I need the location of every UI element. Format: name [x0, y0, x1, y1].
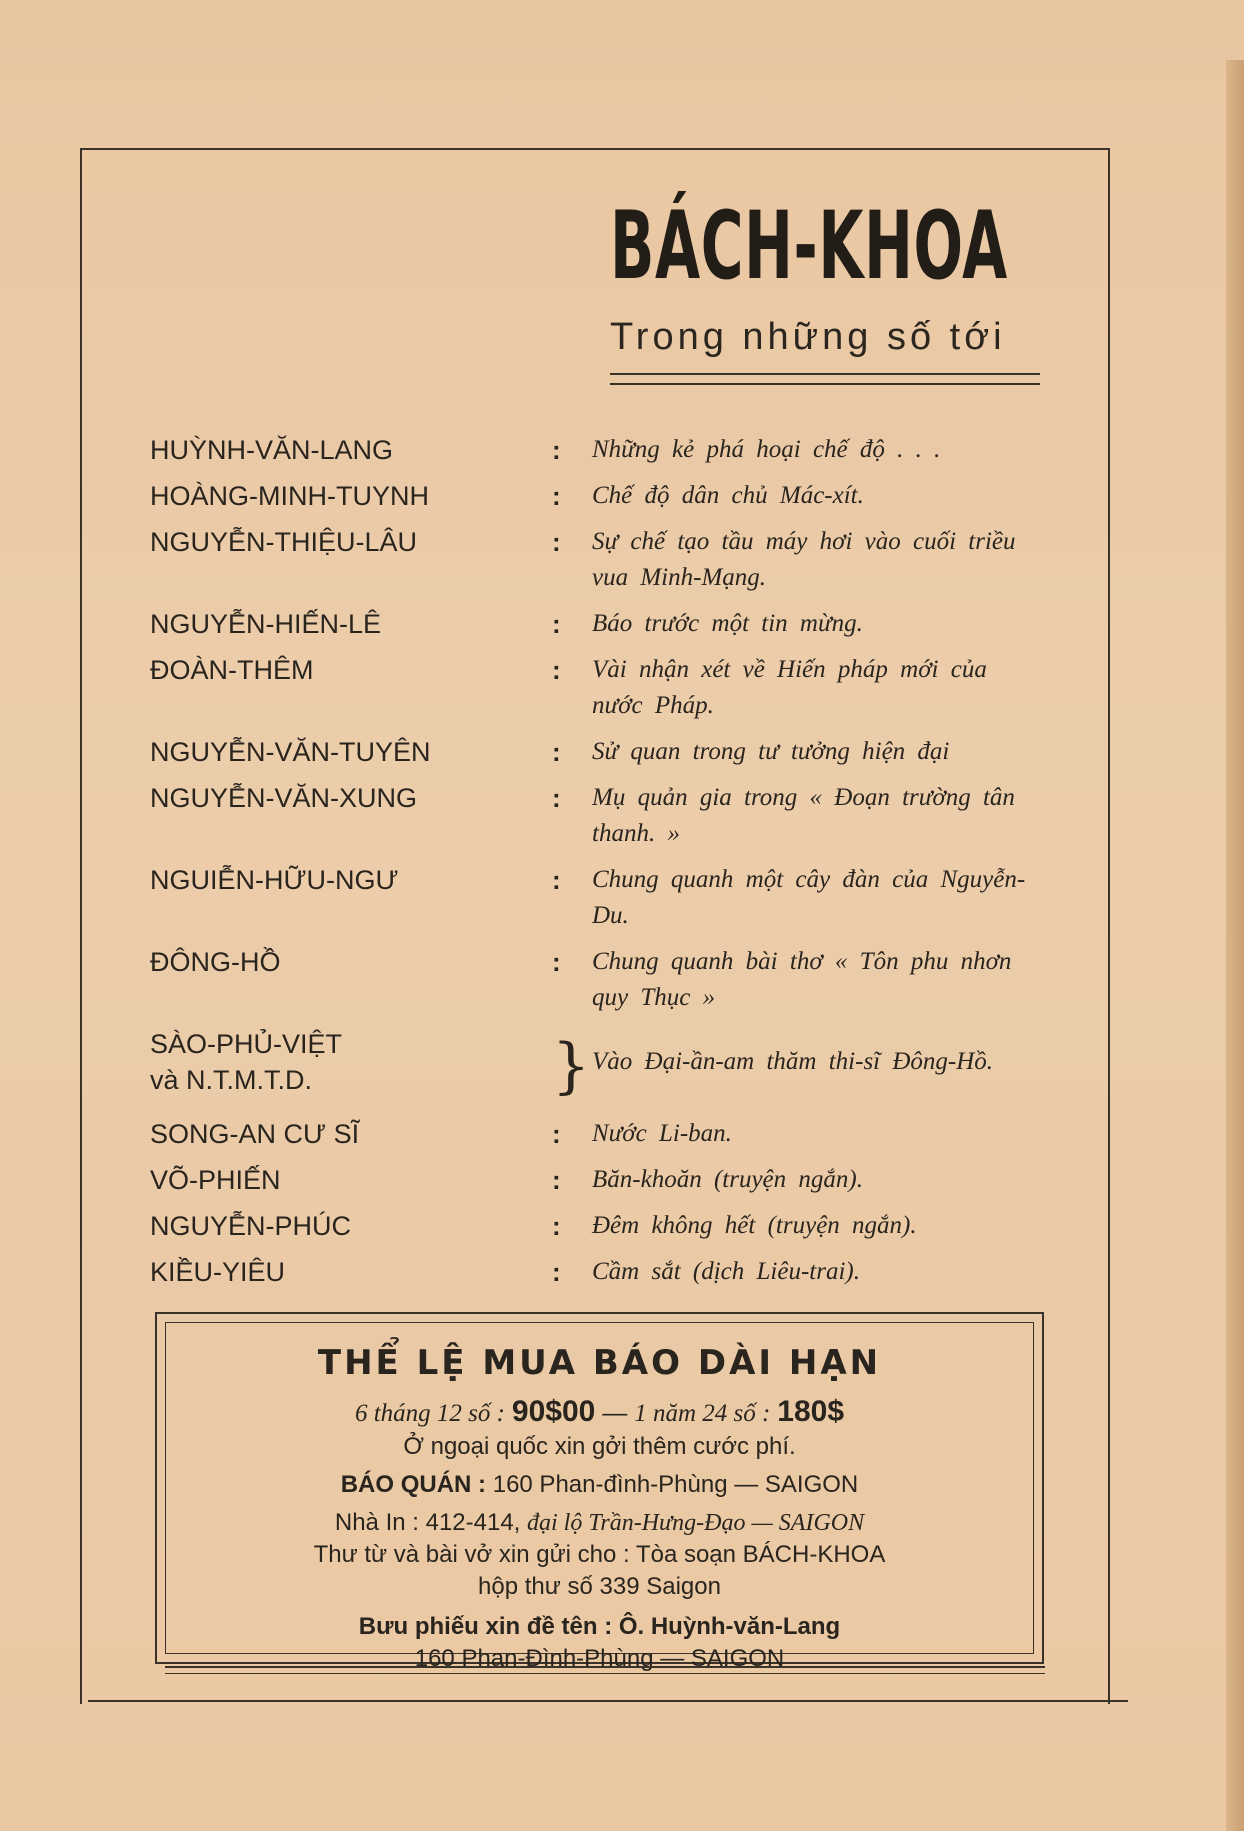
article-title: Nước Li-ban.: [592, 1120, 732, 1147]
office-address: 160 Phan-đình-Phùng — SAIGON: [492, 1471, 859, 1498]
foreign-note: Ở ngoại quốc xin gởi thêm cước phí.: [403, 1433, 796, 1460]
one-year-label: 1 năm 24 số :: [634, 1400, 771, 1427]
article-title: Những kẻ phá hoại chế độ . . .: [592, 436, 941, 463]
page-edge: [1226, 60, 1244, 1831]
separator: :: [552, 947, 561, 977]
dash: —: [602, 1399, 635, 1427]
separator: :: [552, 783, 561, 813]
author-name: ĐÔNG-HỒ: [150, 947, 281, 977]
contents-row: [150, 524, 1050, 596]
author-name-line: SÀO-PHỦ-VIỆT: [150, 1029, 343, 1059]
masthead: [610, 192, 1040, 385]
author-name: NGUYỄN-THIỆU-LÂU: [150, 527, 418, 557]
article-title: Băn-khoăn (truyện ngắn).: [592, 1166, 863, 1193]
contents-row: [150, 652, 1050, 724]
printer-line: [166, 1509, 1033, 1537]
author-name: SONG-AN CƯ SĨ: [150, 1119, 360, 1149]
article-title: Chung quanh một cây đàn của Nguyễn-Du.: [592, 866, 1026, 929]
author-name: NGUYỄN-PHÚC: [150, 1211, 352, 1241]
separator: :: [552, 737, 561, 767]
separator: :: [552, 527, 561, 557]
author-name-line: và N.T.M.T.D.: [150, 1065, 313, 1095]
author-name: KIỀU-YIÊU: [150, 1257, 286, 1287]
contents-row: [150, 862, 1050, 934]
contents-row: [150, 1254, 1050, 1290]
article-title: Cầm sắt (dịch Liêu-trai).: [592, 1258, 860, 1285]
contents-row: [150, 734, 1050, 770]
masthead-rule: [610, 373, 1040, 385]
contents-row: [150, 1208, 1050, 1244]
separator: :: [552, 609, 561, 639]
printer-address: đại lộ Trần-Hưng-Đạo — SAIGON: [527, 1510, 865, 1536]
article-title: Chế độ dân chủ Mác-xít.: [592, 482, 864, 509]
author-name: HUỲNH-VĂN-LANG: [150, 435, 394, 465]
subscription-box-inner: [165, 1322, 1034, 1672]
article-title: Sử quan trong tư tưởng hiện đại: [592, 738, 950, 765]
article-title: Báo trước một tin mừng.: [592, 610, 863, 637]
article-title: Đêm không hết (truyện ngắn).: [592, 1212, 917, 1239]
pobox-line: hộp thư số 339 Saigon: [478, 1573, 721, 1600]
separator: :: [552, 481, 561, 511]
printer-label: Nhà In : 412-414,: [334, 1509, 521, 1536]
separator: :: [552, 1257, 561, 1287]
office-line: [166, 1471, 1033, 1499]
author-name: ĐOÀN-THÊM: [150, 655, 314, 685]
article-title: Chung quanh bài thơ « Tôn phu nhơn quy Thục »: [592, 948, 1012, 1011]
article-title: Sự chế tạo tầu máy hơi vào cuối triều vua Minh-Mạng.: [592, 528, 1016, 591]
brace-separator: }: [552, 1031, 591, 1101]
separator: :: [552, 1165, 561, 1195]
author-name: VÕ-PHIẾN: [150, 1165, 281, 1195]
article-title: Vài nhận xét về Hiến pháp mới của nước Pháp.: [592, 656, 987, 719]
author-name: NGUYỄN-VĂN-XUNG: [150, 783, 418, 813]
contents-row: [150, 1026, 1050, 1106]
masthead-subtitle: Trong những số tới: [610, 316, 1006, 358]
author-name: NGUYỄN-HIẾN-LÊ: [150, 609, 382, 639]
author-name: [150, 1026, 552, 1098]
author-name: NGUIỄN-HỮU-NGƯ: [150, 865, 399, 895]
separator: :: [552, 865, 561, 895]
letters-line: Thư từ và bài vở xin gửi cho : Tòa soạn BÁCH-KHOA: [313, 1541, 886, 1568]
contents-row: [150, 432, 1050, 468]
postal-address: 160 Phan-Đình-Phùng — SAIGON: [414, 1645, 785, 1672]
office-label: BÁO QUÁN :: [340, 1471, 487, 1498]
separator: :: [552, 435, 561, 465]
contents-row: [150, 1116, 1050, 1152]
subscription-heading: THỂ LỆ MUA BÁO DÀI HẠN: [317, 1343, 882, 1383]
frame-bottom-rule: [88, 1700, 1128, 1702]
contents-list: [150, 432, 1050, 1300]
article-title: Vào Đại-ần-am thăm thi-sĩ Đông-Hồ.: [592, 1048, 994, 1075]
separator: :: [552, 655, 561, 685]
box-bottom-rule: [165, 1666, 1045, 1674]
contents-row: [150, 1162, 1050, 1198]
contents-row: [150, 606, 1050, 642]
contents-row: [150, 944, 1050, 1016]
contents-row: [150, 478, 1050, 514]
postal-line: Bưu phiếu xin đề tên : Ô. Huỳnh-văn-Lang: [358, 1613, 841, 1640]
price-line: [166, 1395, 1033, 1429]
six-month-price: 90$00: [511, 1395, 596, 1428]
one-year-price: 180$: [777, 1395, 845, 1428]
subscription-box: [155, 1312, 1044, 1672]
separator: :: [552, 1211, 561, 1241]
separator: :: [552, 1119, 561, 1149]
article-title: Mụ quản gia trong « Đoạn trường tân thanh. »: [592, 784, 1015, 847]
author-name: NGUYỄN-VĂN-TUYÊN: [150, 737, 431, 767]
six-month-label: 6 tháng 12 số :: [354, 1400, 505, 1427]
contents-row: [150, 780, 1050, 852]
author-name: HOÀNG-MINH-TUYNH: [150, 481, 429, 511]
magazine-title: BÁCH-KHOA: [610, 192, 1008, 301]
